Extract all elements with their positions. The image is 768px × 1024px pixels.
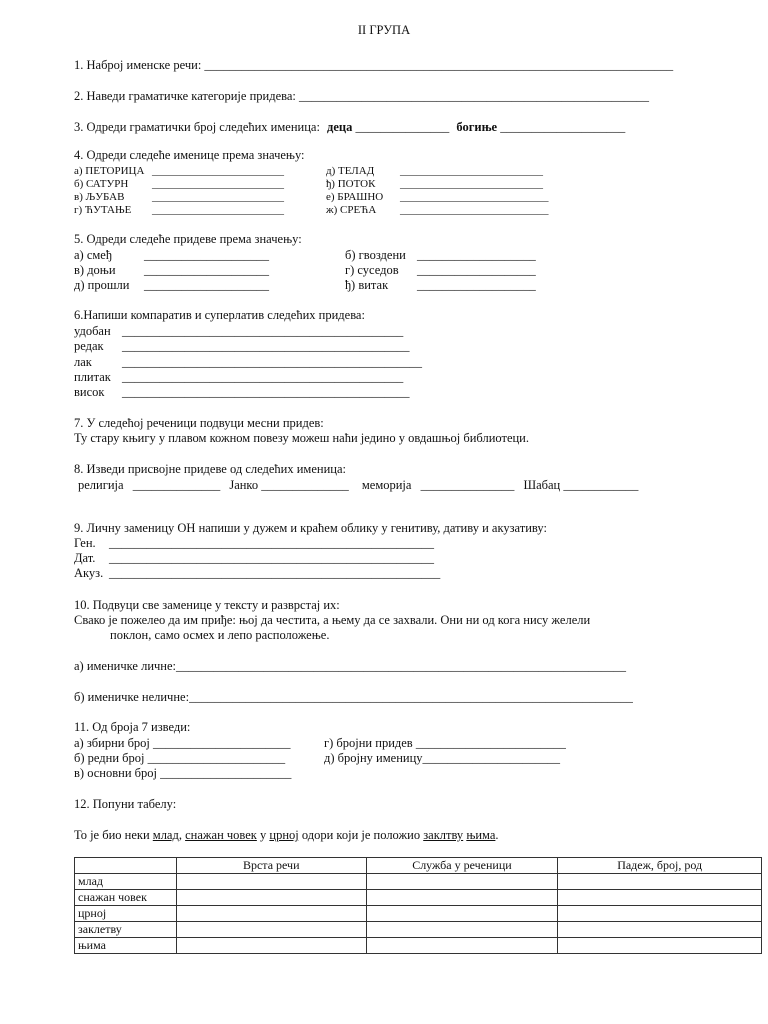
q9-blank[interactable]: ____________________________________________________ xyxy=(109,536,434,550)
question-3-answer-2[interactable]: ____________________ xyxy=(500,120,626,134)
question-1-text: 1. Наброј именске речи: xyxy=(74,58,202,72)
q11-label: в) основни број xyxy=(74,766,157,780)
q9-blank[interactable]: ____________________________________________________ xyxy=(109,551,434,565)
question-6-text: 6.Напиши компаратив и суперлатив следећих придева: xyxy=(74,308,365,322)
table-cell[interactable] xyxy=(176,890,366,906)
q12-underlined-word: заклтву xyxy=(423,828,464,842)
q4-blank-d[interactable]: __________________________ xyxy=(400,165,543,177)
q11-item-a xyxy=(74,736,291,751)
q4-label-b: б) САТУРН xyxy=(74,178,129,190)
q10-a-blank[interactable]: ________________________________________________________________________ xyxy=(176,659,627,673)
table-header: Падеж, број, род xyxy=(558,858,762,874)
table-row-label: црној xyxy=(75,906,177,922)
q6-label: висок xyxy=(74,385,105,399)
q12-text: одори који је положио xyxy=(301,828,421,842)
question-2 xyxy=(74,89,649,104)
q9-label: Акуз. xyxy=(74,566,104,580)
q6-label: редак xyxy=(74,339,104,353)
table-header: Служба у реченици xyxy=(366,858,558,874)
q6-row xyxy=(74,324,403,339)
table-cell[interactable] xyxy=(558,890,762,906)
q4-label-dj: ђ) ПОТОК xyxy=(326,178,376,190)
q11-label: г) бројни придев xyxy=(324,736,413,750)
question-9-text: 9. Личну заменицу ОН напиши у дужем и краћем облику у генитиву, дативу и акузативу: xyxy=(74,521,547,535)
q4-blank-a[interactable]: ________________________ xyxy=(152,165,284,177)
q11-blank[interactable]: ______________________ xyxy=(422,751,561,765)
q5-item-a xyxy=(74,248,269,263)
table-row xyxy=(75,874,762,890)
table-cell[interactable] xyxy=(366,938,558,954)
question-3-answer-1[interactable]: _______________ xyxy=(355,120,450,134)
q12-text: . xyxy=(495,828,499,842)
q9-row-dat xyxy=(74,551,434,566)
q9-label: Дат. xyxy=(74,551,96,565)
table-row-label: заклетву xyxy=(75,922,177,938)
q5-label-d: д) прошли xyxy=(74,278,130,292)
q9-label: Ген. xyxy=(74,536,96,550)
q6-row xyxy=(74,339,410,354)
q5-item-dj xyxy=(345,278,536,293)
q8-blank[interactable]: ______________ xyxy=(132,478,221,492)
q6-label: удобан xyxy=(74,324,111,338)
question-7-text: 7. У следећој реченици подвуци месни придев: xyxy=(74,416,324,430)
q6-row xyxy=(74,385,410,400)
q10-part-b xyxy=(74,690,633,705)
table-cell[interactable] xyxy=(366,890,558,906)
q4-blank-zh[interactable]: ___________________________ xyxy=(400,204,549,216)
table-cell[interactable] xyxy=(176,874,366,890)
q6-label: лак xyxy=(74,355,92,369)
q11-item-g xyxy=(324,736,566,751)
q11-label: а) збирни број xyxy=(74,736,150,750)
question-7-sentence[interactable]: Ту стару књигу у плавом кожном повезу можеш наћи једино у овдашњој библиотеци. xyxy=(74,431,529,445)
q8-blank[interactable]: ____________ xyxy=(563,478,639,492)
q4-label-e: е) БРАШНО xyxy=(326,191,384,203)
question-3-word-2: богиње xyxy=(456,120,498,134)
question-5-text: 5. Одреди следеће придеве према значењу: xyxy=(74,232,302,246)
table-cell[interactable] xyxy=(366,906,558,922)
q5-label-v: в) доњи xyxy=(74,263,116,277)
q5-blank-g[interactable]: ___________________ xyxy=(417,263,536,277)
table-header: Врста речи xyxy=(176,858,366,874)
q5-label-a: а) смеђ xyxy=(74,248,112,262)
q5-item-g xyxy=(345,263,536,278)
q6-blank[interactable]: _____________________________________________ xyxy=(122,324,404,338)
answer-table xyxy=(74,857,762,954)
q8-items xyxy=(78,478,638,493)
q11-blank[interactable]: _____________________ xyxy=(160,766,292,780)
q4-label-a: а) ПЕТОРИЦА xyxy=(74,165,145,177)
table-cell[interactable] xyxy=(558,906,762,922)
question-10-passage-line-2[interactable]: поклон, само осмех и лепо расположење. xyxy=(110,628,330,642)
q5-blank-dj[interactable]: ___________________ xyxy=(417,278,536,292)
table-cell[interactable] xyxy=(558,874,762,890)
q8-blank[interactable]: ______________ xyxy=(261,478,349,492)
q5-item-b xyxy=(345,248,536,263)
q4-item-g xyxy=(74,203,284,218)
q12-text: у xyxy=(260,828,267,842)
q6-row xyxy=(74,370,403,385)
q4-item-zh xyxy=(326,203,549,218)
table-row xyxy=(75,938,762,954)
q12-underlined-word: њима xyxy=(466,828,496,842)
q8-word: Јанко xyxy=(229,478,259,492)
q9-row-akuz xyxy=(74,566,440,581)
q12-underlined-word: млад xyxy=(152,828,179,842)
q4-label-d: д) ТЕЛАД xyxy=(326,165,375,177)
q12-text: То је био неки xyxy=(74,828,150,842)
q10-b-blank[interactable]: _______________________________________________________________________ xyxy=(189,690,633,704)
question-12-sentence xyxy=(74,828,499,843)
q4-label-zh: ж) СРЕЋА xyxy=(326,204,377,216)
q4-blank-e[interactable]: ___________________________ xyxy=(400,191,549,203)
q11-item-d xyxy=(324,751,560,766)
table-cell[interactable] xyxy=(558,922,762,938)
q9-row-gen xyxy=(74,536,434,551)
q10-part-a xyxy=(74,659,626,674)
question-11-text: 11. Од броја 7 изведи: xyxy=(74,720,191,734)
q6-blank[interactable]: ______________________________________________ xyxy=(122,385,410,399)
q8-word: меморија xyxy=(361,478,412,492)
q5-label-g: г) суседов xyxy=(345,263,399,277)
q5-label-dj: ђ) витак xyxy=(345,278,389,292)
question-10-text: 10. Подвуци све заменице у тексту и разврстај их: xyxy=(74,598,340,612)
q11-item-v xyxy=(74,766,291,781)
question-3-text: 3. Одреди граматички број следећих именица: xyxy=(74,120,320,134)
q4-label-g: г) ЋУТАЊЕ xyxy=(74,204,132,216)
q4-label-v: в) ЉУБАВ xyxy=(74,191,125,203)
q11-blank[interactable]: ______________________ xyxy=(153,736,291,750)
q4-blank-g[interactable]: ________________________ xyxy=(152,204,284,216)
q11-label: д) бројну именицу xyxy=(324,751,423,765)
q8-word: Шабац xyxy=(523,478,561,492)
q12-underlined-word: снажан човек xyxy=(185,828,257,842)
q11-blank[interactable]: ______________________ xyxy=(147,751,286,765)
q5-item-d xyxy=(74,278,269,293)
question-2-text: 2. Наведи граматичке категорије придева: xyxy=(74,89,296,103)
q6-label: плитак xyxy=(74,370,111,384)
q8-word: религија xyxy=(78,478,124,492)
table-cell[interactable] xyxy=(176,938,366,954)
q4-blank-b[interactable]: ________________________ xyxy=(152,178,284,190)
q8-blank[interactable]: _______________ xyxy=(420,478,515,492)
q11-label: б) редни број xyxy=(74,751,145,765)
q5-blank-v[interactable]: ____________________ xyxy=(144,263,269,277)
table-cell[interactable] xyxy=(558,938,762,954)
table-row-label: снажан човек xyxy=(75,890,177,906)
question-4-text: 4. Одреди следеће именице према значењу: xyxy=(74,148,305,162)
table-row xyxy=(75,890,762,906)
q6-blank[interactable]: ________________________________________________ xyxy=(122,355,422,369)
table-header xyxy=(75,858,177,874)
q5-blank-a[interactable]: ____________________ xyxy=(144,248,269,262)
question-10-passage-line-1[interactable]: Свако је пожелео да им приђе: њој да честита, а њему да се захвали. Они ни од кога нису желели xyxy=(74,613,591,627)
question-1-answer-line[interactable]: ___________________________________________________________________________ xyxy=(204,58,674,72)
question-3 xyxy=(74,120,625,135)
q4-blank-dj[interactable]: __________________________ xyxy=(400,178,543,190)
table-cell[interactable] xyxy=(176,922,366,938)
page-title: II ГРУПА xyxy=(357,23,411,37)
q10-b-label: б) именичке неличне: xyxy=(74,690,190,704)
question-12-text: 12. Попуни табелу: xyxy=(74,797,177,811)
question-2-answer-line[interactable]: ________________________________________________________ xyxy=(299,89,649,103)
q6-row xyxy=(74,355,422,370)
q11-item-b xyxy=(74,751,285,766)
table-row xyxy=(75,906,762,922)
q12-text: , xyxy=(178,828,182,842)
table-row xyxy=(75,922,762,938)
table-header-row xyxy=(75,858,762,874)
q6-blank[interactable]: ______________________________________________ xyxy=(122,339,410,353)
q5-blank-d[interactable]: ____________________ xyxy=(144,278,269,292)
q6-blank[interactable]: _____________________________________________ xyxy=(122,370,404,384)
q5-item-v xyxy=(74,263,269,278)
q10-a-label: а) именичке личне: xyxy=(74,659,177,673)
question-3-word-1: деца xyxy=(327,120,353,134)
question-1 xyxy=(74,58,673,73)
q4-blank-v[interactable]: ________________________ xyxy=(152,191,284,203)
question-8-text: 8. Изведи присвојне придеве од следећих именица: xyxy=(74,462,346,476)
table-row-label: млад xyxy=(75,874,177,890)
q12-underlined-word: црној xyxy=(269,828,299,842)
q9-blank[interactable]: _____________________________________________________ xyxy=(109,566,441,580)
table-cell[interactable] xyxy=(366,874,558,890)
q5-label-b: б) гвоздени xyxy=(345,248,406,262)
table-row-label: њима xyxy=(75,938,177,954)
table-cell[interactable] xyxy=(366,922,558,938)
table-cell[interactable] xyxy=(176,906,366,922)
q11-blank[interactable]: ________________________ xyxy=(415,736,566,750)
q5-blank-b[interactable]: ___________________ xyxy=(417,248,536,262)
